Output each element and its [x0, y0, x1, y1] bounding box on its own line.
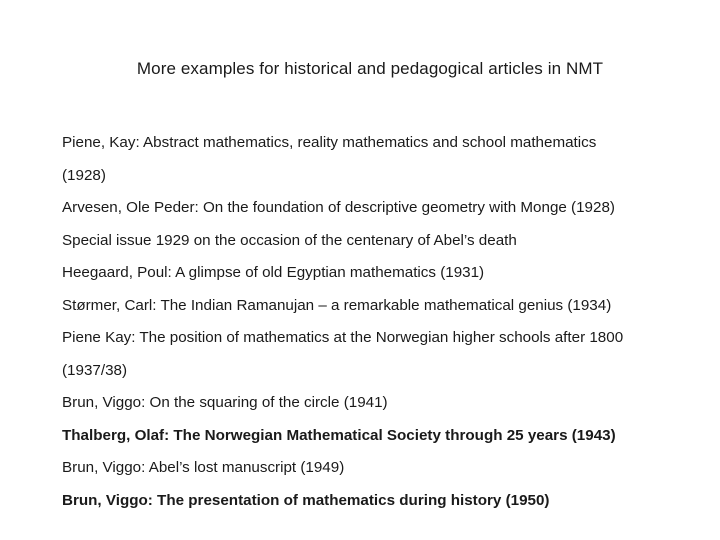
list-item: Thalberg, Olaf: The Norwegian Mathematical Society through 25 years (1943) — [62, 426, 616, 444]
list-item: Brun, Viggo: Abel’s lost manuscript (1949) — [62, 459, 345, 476]
list-item: Piene, Kay: Abstract mathematics, reality mathematics and school mathematics — [62, 134, 597, 151]
list-item: Arvesen, Ole Peder: On the foundation of descriptive geometry with Monge (1928) — [62, 199, 615, 216]
list-item: Størmer, Carl: The Indian Ramanujan – a remarkable mathematical genius (1934) — [62, 296, 612, 314]
slide-title: More examples for historical and pedagogical articles in NMT — [136, 59, 604, 78]
list-item: Brun, Viggo: The presentation of mathematics during history (1950) — [62, 491, 550, 509]
list-item: Brun, Viggo: On the squaring of the circle (1941) — [62, 394, 388, 411]
list-item: Heegaard, Poul: A glimpse of old Egyptian mathematics (1931) — [62, 264, 485, 281]
list-item: Special issue 1929 on the occasion of the centenary of Abel’s death — [62, 231, 517, 249]
article-list — [62, 127, 702, 517]
list-item: Piene Kay: The position of mathematics at the Norwegian higher schools after 1800 — [62, 329, 624, 346]
list-item: (1928) — [62, 166, 106, 184]
list-item: (1937/38) — [62, 361, 128, 379]
